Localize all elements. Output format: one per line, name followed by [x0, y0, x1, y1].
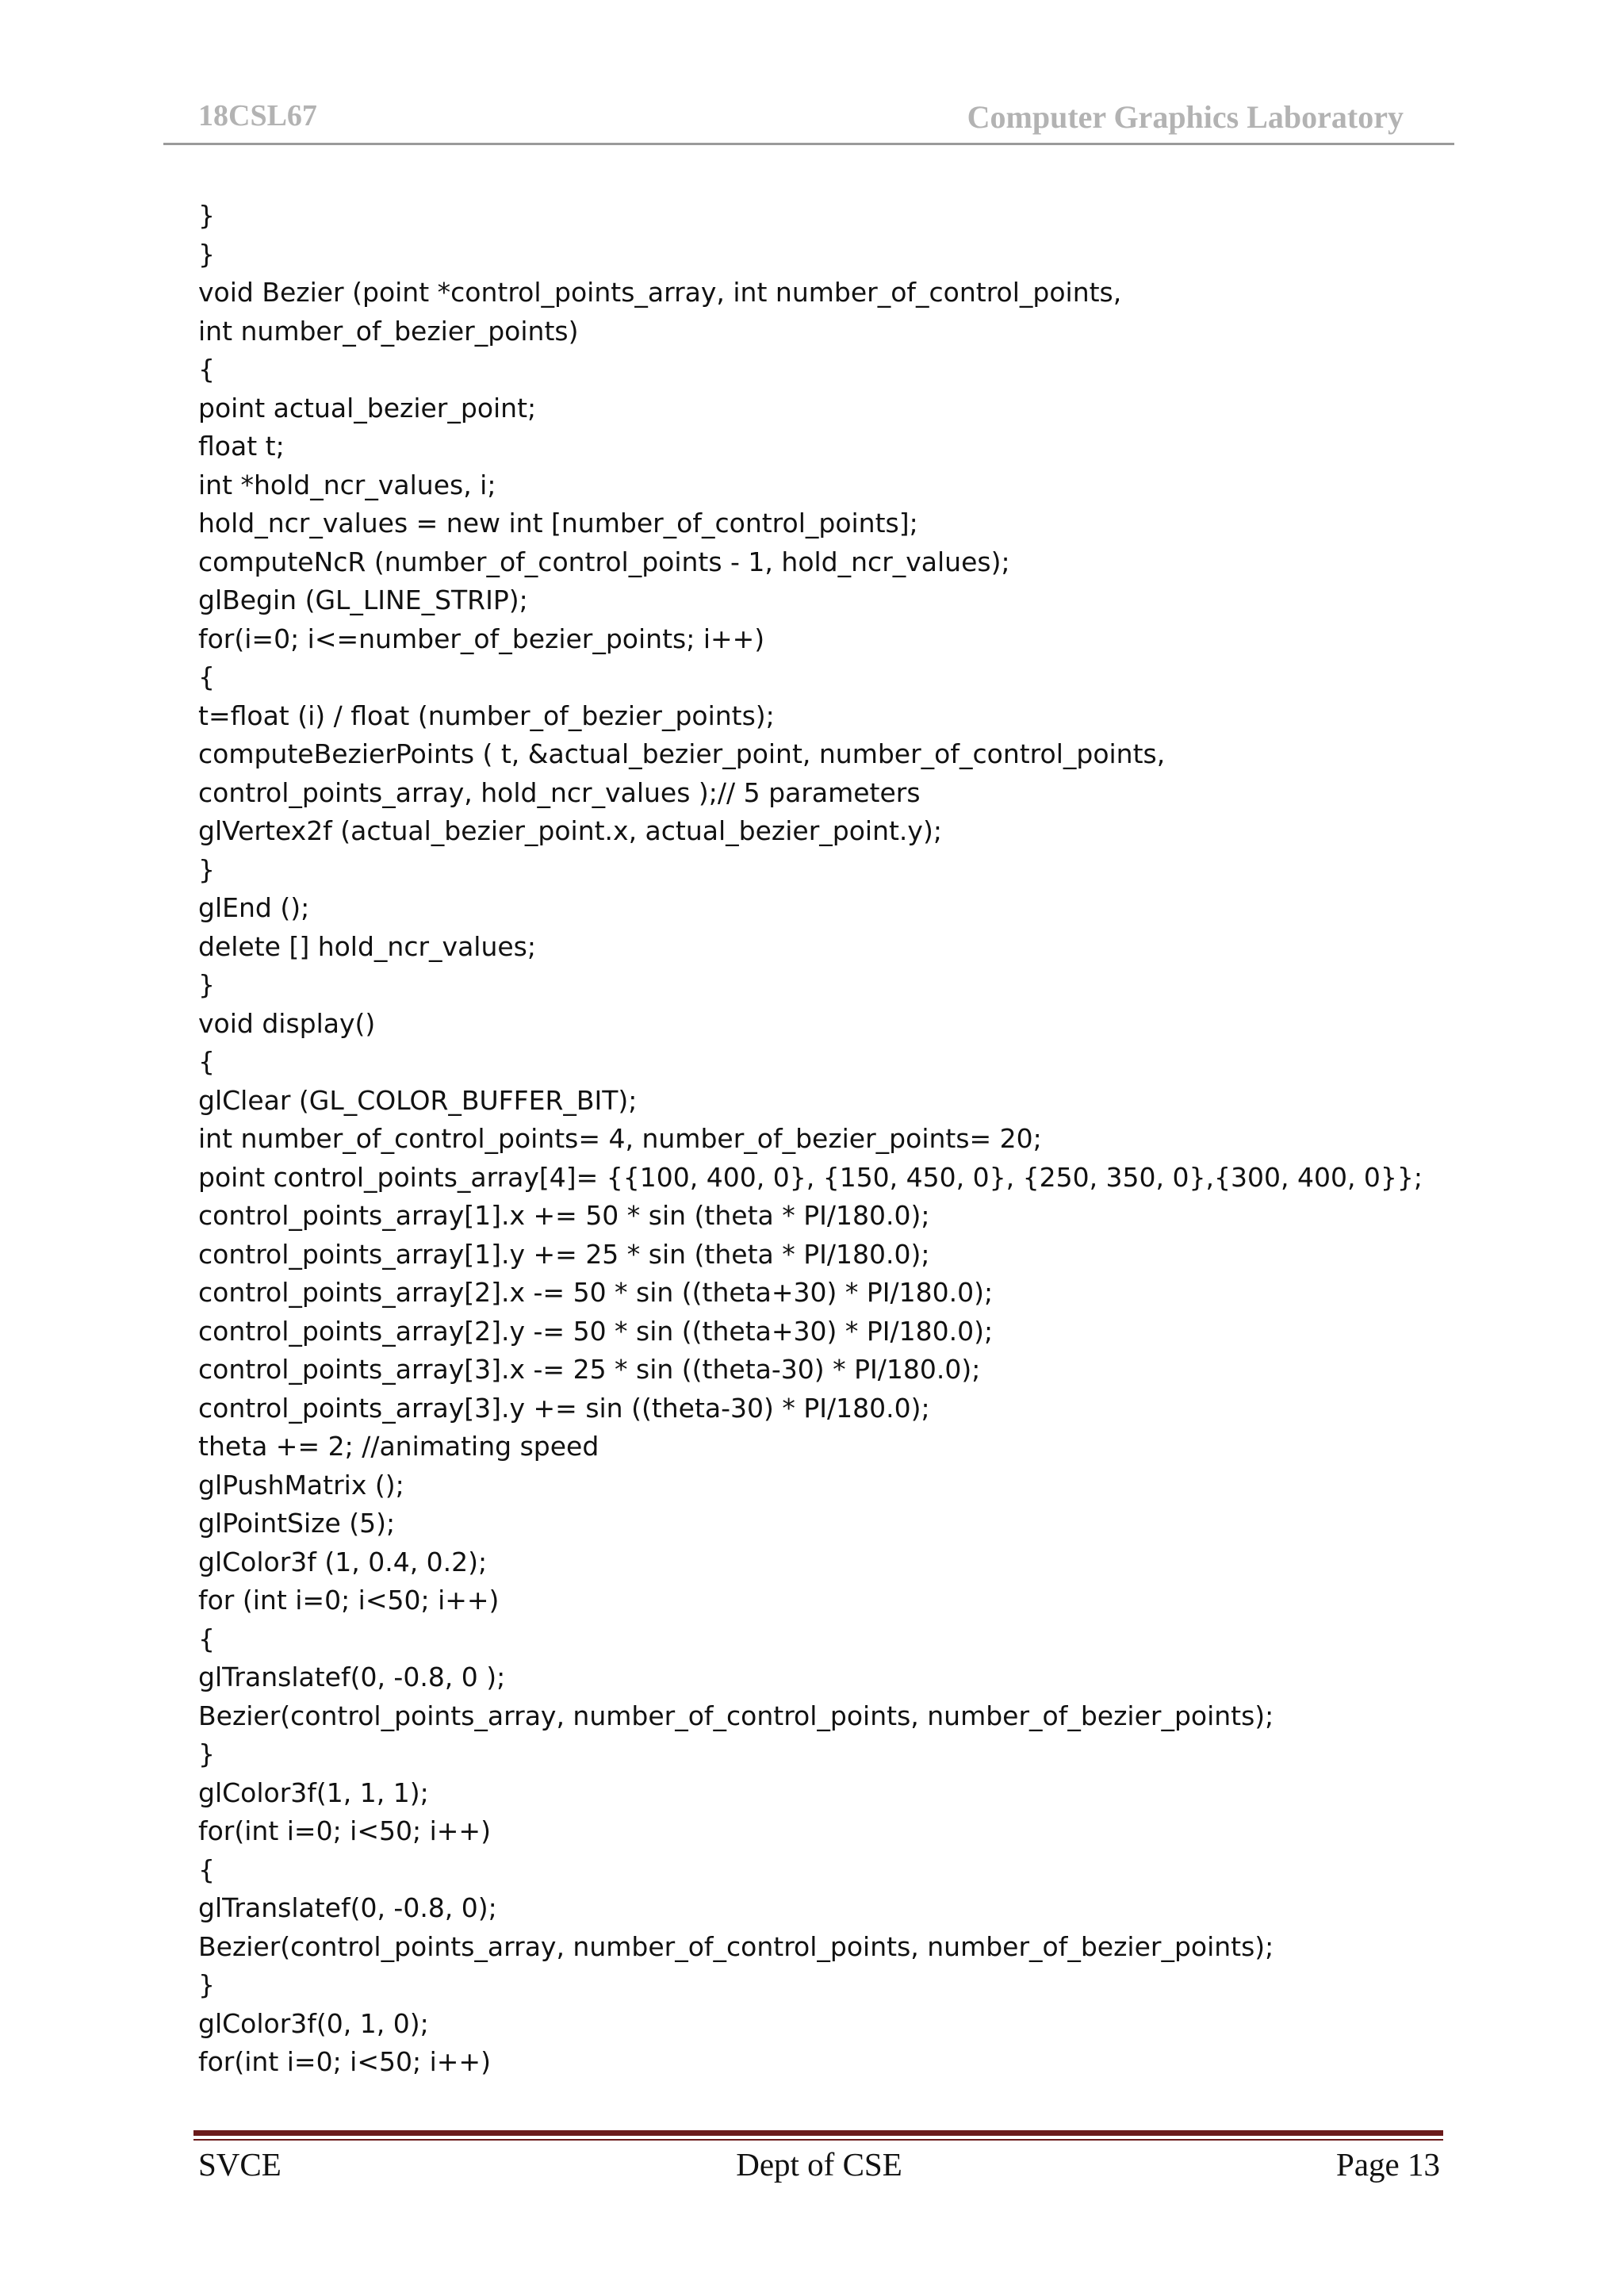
code-line: glPushMatrix ();: [198, 1469, 404, 1501]
code-line: glTranslatef(0, -0.8, 0);: [198, 1892, 497, 1923]
code-line: control_points_array[2].y -= 50 * sin ((theta+30) * PI/180.0);: [198, 1315, 994, 1347]
code-line: glBegin (GL_LINE_STRIP);: [198, 585, 528, 615]
code-line: }: [198, 200, 215, 231]
code-listing: [198, 197, 1435, 2082]
code-line: t=float (i) / float (number_of_bezier_points);: [198, 700, 775, 731]
code-line: for(i=0; i<=number_of_bezier_points; i++): [198, 623, 765, 654]
code-line: glTranslatef(0, -0.8, 0 );: [198, 1662, 506, 1692]
footer-institution: SVCE: [198, 2146, 282, 2183]
code-line: {: [198, 1623, 215, 1654]
code-line: float t;: [198, 431, 285, 462]
code-line: {: [198, 1853, 215, 1885]
code-line: {: [198, 1046, 215, 1077]
code-line: int number_of_control_points= 4, number_of_bezier_points= 20;: [198, 1123, 1042, 1154]
code-line: glColor3f (1, 0.4, 0.2);: [198, 1546, 488, 1577]
code-line: glClear (GL_COLOR_BUFFER_BIT);: [198, 1084, 638, 1116]
page-header: [198, 94, 1404, 146]
course-code: 18CSL67: [198, 99, 317, 132]
code-line: }: [198, 853, 215, 885]
code-line: void display(): [198, 1007, 376, 1039]
code-line: }: [198, 1738, 215, 1769]
code-line: }: [198, 238, 215, 270]
code-line: point control_points_array[4]= {{100, 400, 0}, {150, 450, 0}, {250, 350, 0},{300, 400, 0}};: [198, 1161, 1423, 1193]
code-line: glPointSize (5);: [198, 1508, 396, 1539]
code-line: for(int i=0; i<50; i++): [198, 1815, 491, 1846]
code-line: theta += 2; //animating speed: [198, 1431, 599, 1462]
code-line: {: [198, 354, 215, 385]
code-line: control_points_array[3].y += sin ((theta-30) * PI/180.0);: [198, 1392, 930, 1424]
code-line: computeNcR (number_of_control_points - 1, hold_ncr_values);: [198, 546, 1010, 577]
code-line: Bezier(control_points_array, number_of_control_points, number_of_bezier_points);: [198, 1930, 1274, 1962]
footer-page-number: Page 13: [1336, 2146, 1440, 2183]
code-line: control_points_array, hold_ncr_values );// 5 parameters: [198, 776, 921, 808]
page-footer: [198, 2145, 1440, 2193]
course-title: Computer Graphics Laboratory: [967, 99, 1404, 135]
code-line: glEnd ();: [198, 892, 310, 923]
code-line: Bezier(control_points_array, number_of_control_points, number_of_bezier_points);: [198, 1700, 1274, 1731]
code-line: int *hold_ncr_values, i;: [198, 469, 496, 500]
code-line: control_points_array[2].x -= 50 * sin ((theta+30) * PI/180.0);: [198, 1277, 994, 1308]
code-line: }: [198, 1969, 215, 2000]
code-line: delete [] hold_ncr_values;: [198, 930, 536, 962]
code-line: computeBezierPoints ( t, &actual_bezier_point, number_of_control_points,: [198, 738, 1166, 769]
code-line: {: [198, 661, 215, 692]
footer-divider-thin: [193, 2139, 1443, 2141]
code-line: control_points_array[1].x += 50 * sin (theta * PI/180.0);: [198, 1200, 930, 1231]
code-line: for(int i=0; i<50; i++): [198, 2046, 491, 2077]
code-line: control_points_array[3].x -= 25 * sin ((theta-30) * PI/180.0);: [198, 1354, 981, 1385]
footer-department: Dept of CSE: [736, 2146, 902, 2183]
code-line: control_points_array[1].y += 25 * sin (theta * PI/180.0);: [198, 1238, 930, 1270]
footer-divider-thick: [193, 2130, 1443, 2136]
code-line: point actual_bezier_point;: [198, 392, 537, 424]
code-line: hold_ncr_values = new int [number_of_control_points];: [198, 508, 918, 539]
code-line: glVertex2f (actual_bezier_point.x, actual_bezier_point.y);: [198, 815, 942, 846]
code-line: glColor3f(1, 1, 1);: [198, 1777, 429, 1808]
code-line: }: [198, 969, 215, 1000]
code-line: for (int i=0; i<50; i++): [198, 1585, 500, 1616]
header-divider: [163, 143, 1454, 145]
code-line: glColor3f(0, 1, 0);: [198, 2007, 429, 2039]
code-line: void Bezier (point *control_points_array, int number_of_control_points,: [198, 277, 1122, 308]
code-line: int number_of_bezier_points): [198, 315, 579, 347]
